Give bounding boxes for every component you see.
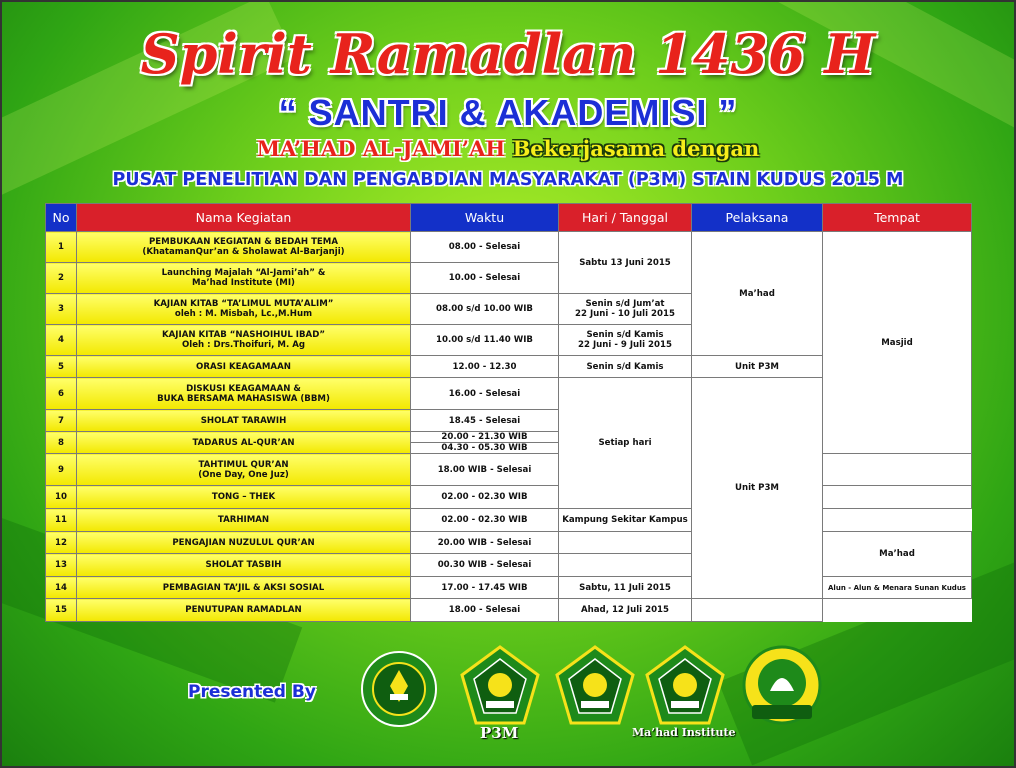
activity-line: PEMBUKAAN KEGIATAN & BEDAH TEMA	[149, 237, 338, 247]
row-no: 11	[46, 509, 77, 532]
presented-by-label: Presented By	[188, 682, 316, 702]
row-organizer: Unit P3M	[692, 356, 823, 378]
activity-line: TAHTIMUL QUR’AN	[198, 459, 289, 470]
table-row	[46, 532, 972, 554]
row-activity: TADARUS AL-QUR’AN	[77, 432, 411, 454]
partner-line: PUSAT PENELITIAN DAN PENGABDIAN MASYARAKAT (P3M) STAIN KUDUS 2015 M	[112, 170, 904, 190]
row-date: Senin s/d Kamis	[559, 356, 692, 378]
row-date: Sabtu 13 Juni 2015	[559, 232, 692, 294]
row-time: 20.00 WIB - Selesai	[411, 532, 559, 554]
activity-line: (KhatamanQur’an & Sholawat Al-Barjanji)	[142, 247, 345, 257]
row-activity: SHOLAT TARAWIH	[77, 410, 411, 432]
table-row	[46, 232, 972, 263]
row-no: 6	[46, 378, 77, 410]
row-no: 4	[46, 325, 77, 356]
row-no: 13	[46, 554, 77, 577]
row-no: 7	[46, 410, 77, 432]
date-line: Senin s/d Jum’at	[585, 299, 665, 309]
activity-line: oleh : M. Misbah, Lc.,M.Hum	[174, 309, 313, 319]
activity-line: Launching Majalah “Al-Jami’ah” &	[161, 268, 326, 278]
row-date	[559, 554, 692, 577]
row-venue: Ma’had	[823, 532, 972, 577]
poster-title: Spirit Ramadlan 1436 H	[140, 22, 876, 86]
table-row	[46, 454, 972, 486]
row-activity: PENUTUPAN RAMADLAN	[77, 599, 411, 622]
row-activity	[77, 378, 411, 410]
row-no: 8	[46, 432, 77, 454]
row-activity	[77, 232, 411, 263]
row-venue: Masjid	[823, 232, 972, 454]
table-header-row	[46, 204, 972, 232]
row-time: 18.00 - Selesai	[411, 599, 559, 622]
schedule-table	[45, 203, 972, 622]
row-activity	[77, 294, 411, 325]
row-time: 17.00 - 17.45 WIB	[411, 577, 559, 599]
row-time: 02.00 - 02.30 WIB	[411, 509, 559, 532]
col-header-pelaksana: Pelaksana	[692, 204, 823, 232]
stain-kudus-seal-logo	[360, 650, 438, 728]
row-date	[559, 325, 692, 356]
row-date: Sabtu, 11 Juli 2015	[559, 577, 692, 599]
row-venue	[823, 454, 972, 486]
p3m-label: P3M	[480, 724, 519, 742]
date-line: 22 Juni - 9 Juli 2015	[578, 340, 672, 350]
row-time: 20.00 - 21.30 WIB	[411, 432, 559, 443]
row-no: 3	[46, 294, 77, 325]
p3m-logo	[460, 645, 540, 727]
row-activity: TARHIMAN	[77, 509, 411, 532]
table-row	[46, 577, 972, 599]
row-no: 10	[46, 486, 77, 509]
col-header-hari: Hari / Tanggal	[559, 204, 692, 232]
col-header-nama: Nama Kegiatan	[77, 204, 411, 232]
col-header-waktu: Waktu	[411, 204, 559, 232]
row-no: 2	[46, 263, 77, 294]
row-venue: Alun - Alun & Menara Sunan Kudus	[823, 577, 972, 599]
row-activity	[77, 454, 411, 486]
mahad-logo	[645, 645, 725, 727]
row-activity: PENGAJIAN NUZULUL QUR’AN	[77, 532, 411, 554]
row-date	[559, 294, 692, 325]
mahad-institute-label: Ma’had Institute	[632, 726, 736, 739]
row-venue: Kampung Sekitar Kampus	[559, 509, 692, 532]
row-no: 9	[46, 454, 77, 486]
row-organizer: Unit P3M	[692, 378, 823, 599]
activity-line: KAJIAN KITAB “TA’LIMUL MUTA’ALIM”	[153, 299, 334, 309]
row-time: 02.00 - 02.30 WIB	[411, 486, 559, 509]
row-venue	[823, 486, 972, 509]
row-no: 5	[46, 356, 77, 378]
date-line: 22 Juni - 10 Juli 2015	[575, 309, 675, 319]
activity-line: KAJIAN KITAB “NASHOIHUL IBAD”	[162, 330, 325, 340]
organizer-name: MA’HAD AL-JAMI’AH	[256, 136, 506, 161]
row-time: 12.00 - 12.30	[411, 356, 559, 378]
row-time: 18.00 WIB - Selesai	[411, 454, 559, 486]
row-activity: PEMBAGIAN TA’JIL & AKSI SOSIAL	[77, 577, 411, 599]
row-no: 12	[46, 532, 77, 554]
row-no: 14	[46, 577, 77, 599]
row-activity: SHOLAT TASBIH	[77, 554, 411, 577]
remaja-masjid-logo	[740, 645, 824, 729]
row-organizer: Ma’had	[692, 232, 823, 356]
row-no: 15	[46, 599, 77, 622]
row-time: 16.00 - Selesai	[411, 378, 559, 410]
row-date: Setiap hari	[559, 378, 692, 509]
table-row	[46, 509, 972, 532]
table-row	[46, 599, 972, 622]
cooperation-text: Bekerjasama dengan	[512, 136, 760, 161]
institution-logo	[555, 645, 635, 727]
row-time: 00.30 WIB - Selesai	[411, 554, 559, 577]
col-header-tempat: Tempat	[823, 204, 972, 232]
organizer-line	[0, 136, 1016, 161]
row-time: 08.00 - Selesai	[411, 232, 559, 263]
date-line: Senin s/d Kamis	[586, 330, 664, 340]
row-time: 10.00 - Selesai	[411, 263, 559, 294]
row-no: 1	[46, 232, 77, 263]
activity-line: Ma’had Institute (MI)	[192, 278, 295, 288]
row-time: 04.30 - 05.30 WIB	[411, 443, 559, 454]
row-time: 10.00 s/d 11.40 WIB	[411, 325, 559, 356]
poster-subtitle: “ SANTRI & AKADEMISI ”	[278, 92, 738, 133]
activity-line: BUKA BERSAMA MAHASISWA (BBM)	[157, 393, 330, 404]
activity-line: (One Day, One Juz)	[198, 469, 289, 480]
row-activity: TONG – THEK	[77, 486, 411, 509]
table-row	[46, 486, 972, 509]
row-date: Ahad, 12 Juli 2015	[559, 599, 692, 622]
activity-line: Oleh : Drs.Thoifuri, M. Ag	[181, 340, 306, 350]
row-venue	[692, 599, 823, 622]
activity-line: DISKUSI KEAGAMAAN &	[186, 383, 301, 394]
row-activity: ORASI KEAGAMAAN	[77, 356, 411, 378]
col-header-no: No	[46, 204, 77, 232]
row-activity	[77, 263, 411, 294]
row-activity	[77, 325, 411, 356]
row-time: 08.00 s/d 10.00 WIB	[411, 294, 559, 325]
row-time: 18.45 - Selesai	[411, 410, 559, 432]
row-date	[559, 532, 692, 554]
